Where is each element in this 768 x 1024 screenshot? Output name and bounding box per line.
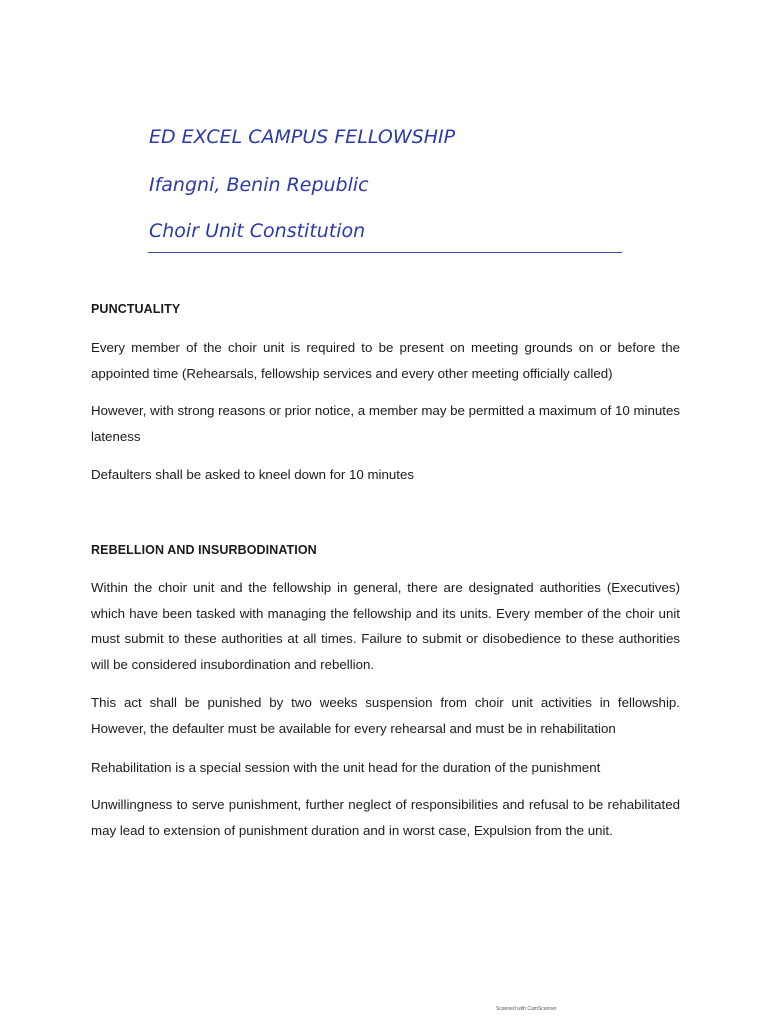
punctuality-paragraph-1: Every member of the choir unit is required to be present on meeting grounds on or before the appointed time (Rehearsals, fellowship services and every other meeting officially called) xyxy=(91,340,680,381)
document-title: Choir Unit Constitution xyxy=(149,220,366,242)
section-heading-punctuality: PUNCTUALITY xyxy=(91,302,181,316)
section-heading-rebellion: REBELLION AND INSURBODINATION xyxy=(91,543,317,557)
scanner-watermark: Scanned with CamScanner xyxy=(496,1006,557,1012)
header-divider xyxy=(148,252,622,253)
organization-name: ED EXCEL CAMPUS FELLOWSHIP xyxy=(149,126,456,148)
organization-location: Ifangni, Benin Republic xyxy=(149,174,369,196)
rebellion-paragraph-4: Unwillingness to serve punishment, further neglect of responsibilities and refusal to be rehabilitated may lead to extension of punishment duration and in worst case, Expulsion from the unit. xyxy=(91,797,680,838)
punctuality-paragraph-3: Defaulters shall be asked to kneel down for 10 minutes xyxy=(91,467,415,482)
rebellion-paragraph-3: Rehabilitation is a special session with the unit head for the duration of the punishment xyxy=(91,760,601,775)
rebellion-paragraph-1: Within the choir unit and the fellowship in general, there are designated authorities (Executives) which have been tasked with managing the fellowship and its units. Every member of the choir unit must submit to these authorities at all times. Failure to submit or disobedience to these authorities will be considered insubordination and rebellion. xyxy=(91,580,680,672)
punctuality-paragraph-2: However, with strong reasons or prior notice, a member may be permitted a maximum of 10 minutes lateness xyxy=(91,403,680,444)
rebellion-paragraph-2: This act shall be punished by two weeks suspension from choir unit activities in fellowship. However, the defaulter must be available for every rehearsal and must be in rehabilitation xyxy=(91,695,680,736)
